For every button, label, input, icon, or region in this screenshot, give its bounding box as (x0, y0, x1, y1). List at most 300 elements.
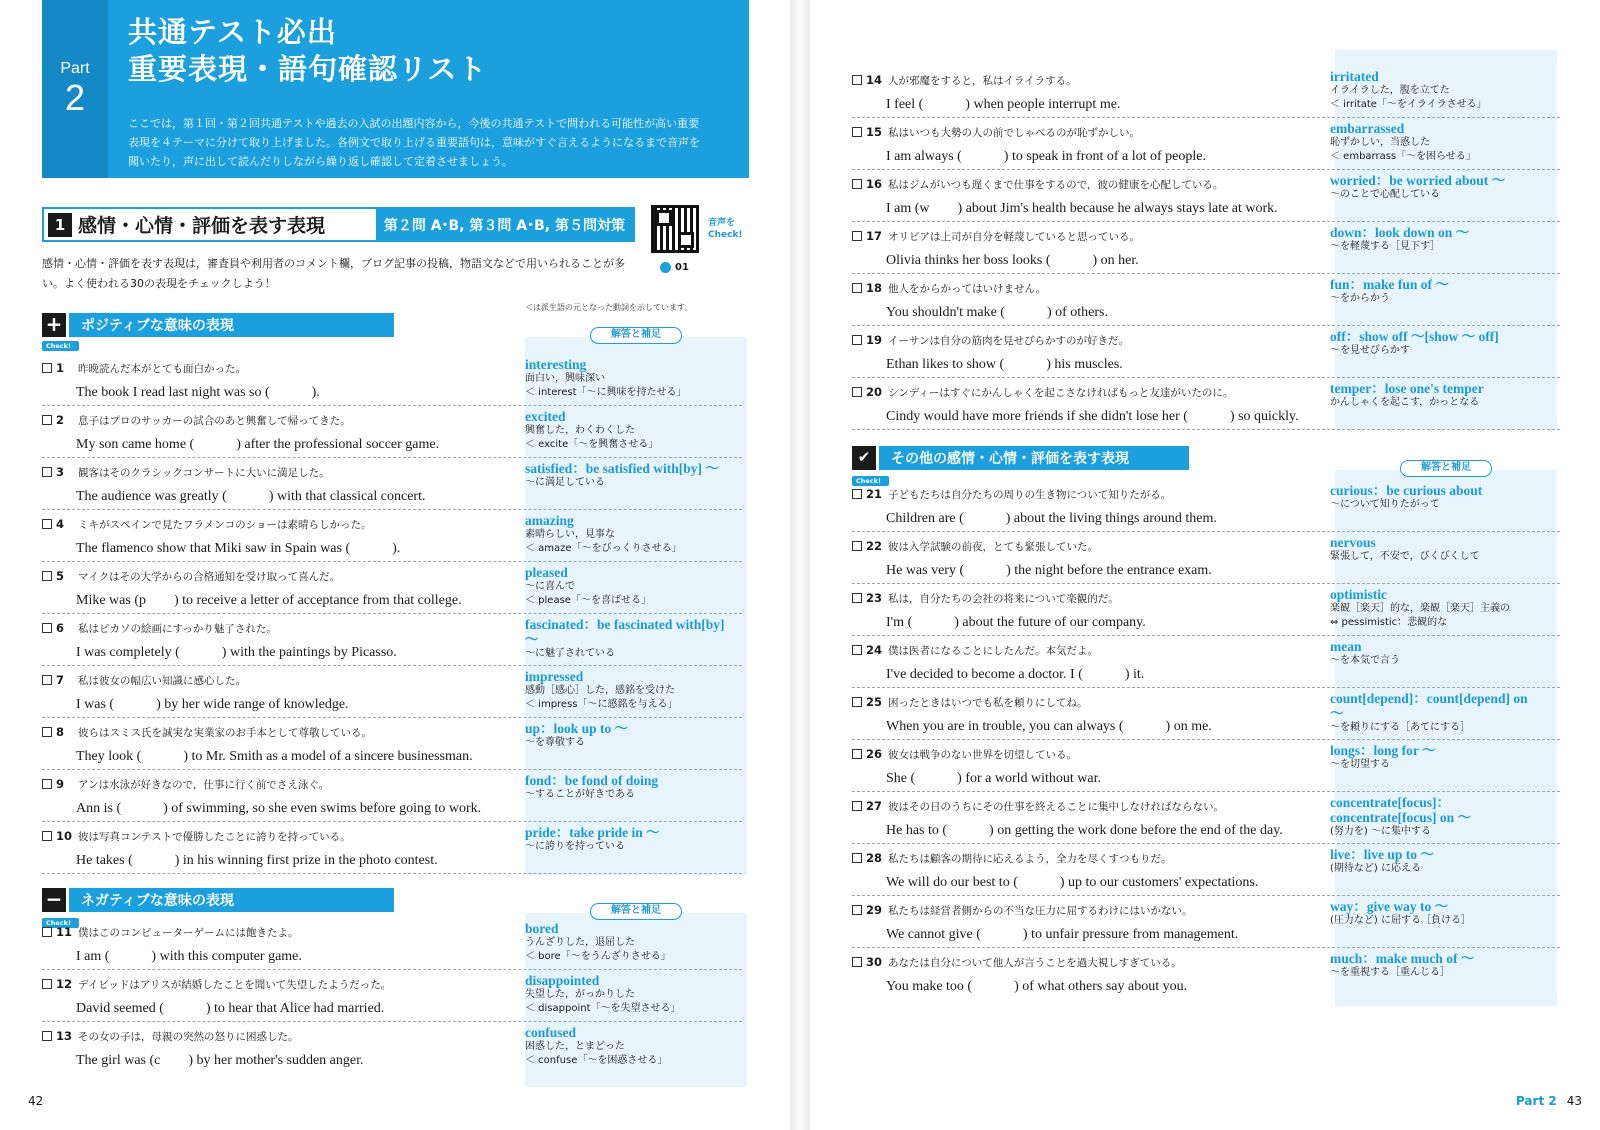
subheading-negative (42, 888, 394, 912)
part-title-line1: 共通テスト必出 (128, 15, 337, 49)
item-number: 14 (866, 73, 883, 87)
item-english: Mike was (p ) to receive a letter of acceptance from that college. (76, 593, 462, 608)
answer-word: pride：take pride in ～ (525, 825, 660, 840)
item-checkbox[interactable] (42, 623, 52, 633)
list-item (42, 770, 742, 822)
answer-meaning: 素晴らしい，見事な (525, 529, 615, 540)
answer-word: temper：lose one's temper (1330, 381, 1484, 396)
answer-word: concentrate[focus]：concentrate[focus] on ～ (1330, 795, 1471, 825)
subheading-positive (42, 313, 394, 337)
item-japanese (852, 73, 1077, 88)
list-item (42, 458, 742, 510)
answer-meaning: ～を重視する［重んじる］ (1330, 967, 1450, 978)
answer-meaning: 困惑した，とまどった (525, 1041, 625, 1052)
item-japanese (852, 487, 1171, 502)
item-japanese-text: 人が邪魔をすると，私はイライラする。 (888, 75, 1077, 87)
section-number: 1 (48, 213, 72, 237)
item-answer (525, 921, 735, 964)
item-number: 13 (56, 1029, 73, 1043)
item-japanese (42, 569, 340, 584)
item-checkbox[interactable] (852, 127, 862, 137)
item-answer (1330, 381, 1540, 410)
list-item (852, 222, 1560, 274)
item-number: 26 (866, 747, 883, 761)
item-japanese (42, 725, 372, 740)
answer-word: nervous (1330, 535, 1376, 550)
item-number: 24 (866, 643, 883, 657)
item-answer (1330, 535, 1540, 564)
answer-meaning: (圧力など) に屈する［負ける］ (1330, 915, 1471, 926)
answer-derivation: ＜ interest「～に興味を持たせる」 (525, 387, 687, 398)
answer-derivation: ⇔ pessimistic：悲観的な (1330, 617, 1448, 628)
item-japanese (42, 829, 351, 844)
item-number: 12 (56, 977, 73, 991)
item-number: 22 (866, 539, 883, 553)
answer-derivation: ＜ irritate「～をイライラさせる」 (1330, 99, 1487, 110)
item-checkbox[interactable] (852, 283, 862, 293)
item-japanese (42, 517, 371, 532)
item-japanese (852, 281, 1046, 296)
item-japanese (852, 903, 1193, 918)
answer-derivation: ＜ please「～を喜ばせる」 (525, 595, 651, 606)
answer-meaning: ～のことで心配している (1330, 189, 1440, 200)
item-english: Cindy would have more friends if she didn't lose her ( ) so quickly. (886, 409, 1299, 424)
check-tag: Check! (852, 476, 889, 486)
book-gutter (790, 0, 810, 1130)
part-number-block (42, 0, 108, 178)
item-number: 9 (56, 777, 65, 791)
item-japanese-text: シンディーはすぐにかんしゃくを起こさなければもっと友達がいたのに。 (888, 387, 1234, 399)
item-japanese-text: 彼らはスミス氏を誠実な実業家のお手本として尊敬している。 (78, 727, 372, 739)
answer-meaning: (努力を) ～に集中する (1330, 826, 1431, 837)
plus-icon: + (42, 313, 66, 337)
list-item (852, 688, 1560, 740)
page-number-left: 42 (28, 1094, 44, 1108)
item-japanese (852, 539, 1098, 554)
item-checkbox[interactable] (42, 467, 52, 477)
item-checkbox[interactable] (852, 697, 862, 707)
item-checkbox[interactable] (852, 335, 862, 345)
item-english: The girl was (c ) by her mother's sudden anger. (76, 1053, 364, 1068)
check-tag: Check! (42, 341, 79, 351)
item-checkbox[interactable] (42, 675, 52, 685)
item-japanese-text: 息子はプロのサッカーの試合のあと興奮して帰ってきた。 (78, 415, 351, 427)
answer-meaning: 面白い，興味深い (525, 373, 605, 384)
answer-derivation: ＜ bore「～をうんざりさせる」 (525, 951, 671, 962)
item-japanese-text: 彼はその日のうちにその仕事を終えることに集中しなければならない。 (888, 801, 1224, 813)
item-japanese-text: あなたは自分について他人が言うことを過大視しすぎている。 (888, 957, 1182, 969)
item-japanese-text: 僕はこのコンピューターゲームには飽きたよ。 (78, 927, 299, 939)
item-answer (1330, 225, 1540, 254)
item-checkbox[interactable] (42, 571, 52, 581)
answer-meaning: ～を頼りにする［あてにする］ (1330, 722, 1470, 733)
answer-word: confused (525, 1025, 577, 1040)
subheading-other-label: その他の感情・心情・評価を表す表現 (879, 446, 1189, 470)
list-item (852, 274, 1560, 326)
item-english: We will do our best to ( ) up to our customers' expectations. (886, 875, 1259, 890)
item-number: 30 (866, 955, 883, 969)
list-item (852, 326, 1560, 378)
item-japanese (852, 333, 1129, 348)
item-answer (525, 825, 735, 854)
page-footer-right (1516, 1094, 1582, 1108)
part-label: Part (60, 60, 90, 77)
item-checkbox[interactable] (42, 779, 52, 789)
audio-check-label: 音声をCheck! (708, 218, 743, 240)
subheading-negative-label: ネガティブな意味の表現 (69, 888, 394, 912)
answer-word: off：show off ～[show ～ off] (1330, 329, 1499, 344)
answer-word: satisfied：be satisfied with[by] ～ (525, 461, 719, 476)
list-item (42, 1022, 742, 1074)
answer-word: fun：make fun of ～ (1330, 277, 1449, 292)
item-answer (1330, 847, 1540, 876)
item-english: I am always ( ) to speak in front of a lot of people. (886, 149, 1206, 164)
item-number: 3 (56, 465, 65, 479)
item-checkbox[interactable] (852, 231, 862, 241)
item-number: 1 (56, 361, 65, 375)
item-japanese (852, 385, 1233, 400)
item-checkbox[interactable] (42, 727, 52, 737)
item-english: I was ( ) by her wide range of knowledge. (76, 697, 349, 712)
derivation-note: ＜は派生語の元となった動詞を示しています。 (525, 303, 693, 312)
list-item (42, 406, 742, 458)
list-item (42, 562, 742, 614)
answer-meaning: 興奮した，わくわくした (525, 425, 635, 436)
answer-meaning: ～に魅了されている (525, 648, 615, 659)
item-number: 17 (866, 229, 883, 243)
subheading-other (852, 446, 1189, 470)
answer-word: fond：be fond of doing (525, 773, 659, 788)
item-japanese-text: イーサンは自分の筋肉を見せびらかすのが好きだ。 (888, 335, 1129, 347)
item-answer (1330, 587, 1540, 630)
answer-word: worried：be worried about ～ (1330, 173, 1506, 188)
section-title: 感情・心情・評価を表す表現 (78, 215, 326, 237)
item-english: I've decided to become a doctor. I ( ) it. (886, 667, 1145, 682)
item-japanese-text: 私はいつも大勢の人の前でしゃべるのが恥ずかしい。 (888, 127, 1140, 139)
answer-meaning: ～を軽蔑する［見下す］ (1330, 241, 1440, 252)
list-item (42, 718, 742, 770)
answer-word: way：give way to ～ (1330, 899, 1449, 914)
list-item (42, 354, 742, 406)
item-checkbox[interactable] (852, 489, 862, 499)
item-english: The audience was greatly ( ) with that classical concert. (76, 489, 426, 504)
item-japanese (852, 229, 1140, 244)
item-english: When you are in trouble, you can always ( ) on me. (886, 719, 1212, 734)
item-japanese-text: 他人をからかってはいけません。 (888, 283, 1047, 295)
answer-meaning: ～について知りたがって (1330, 499, 1440, 510)
item-checkbox[interactable] (42, 415, 52, 425)
checkmark-icon: ✔ (852, 446, 876, 470)
item-english: Children are ( ) about the living things around them. (886, 511, 1217, 526)
answer-word: fascinated：be fascinated with[by] ～ (525, 617, 725, 647)
item-english: David seemed ( ) to hear that Alice had married. (76, 1001, 385, 1016)
answer-word: bored (525, 921, 559, 936)
item-checkbox[interactable] (852, 905, 862, 915)
item-japanese-text: オリビアは上司が自分を軽蔑していると思っている。 (888, 231, 1140, 243)
answer-meaning: 緊張して，不安で，びくびくして (1330, 551, 1480, 562)
item-checkbox[interactable] (852, 749, 862, 759)
item-answer (1330, 951, 1540, 980)
item-answer (525, 773, 735, 802)
answer-word: mean (1330, 639, 1362, 654)
item-japanese (42, 1029, 299, 1044)
answer-meaning: (期待など) に応える (1330, 863, 1421, 874)
subheading-positive-label: ポジティブな意味の表現 (69, 313, 394, 337)
item-answer (525, 721, 735, 750)
list-item (42, 970, 742, 1022)
item-japanese-text: 私は，自分たちの会社の将来について楽観的だ。 (888, 593, 1119, 605)
item-japanese-text: 私たちは経営者側からの不当な圧力に屈するわけにはいかない。 (888, 905, 1193, 917)
item-english: I am ( ) with this computer game. (76, 949, 302, 964)
item-number: 11 (56, 925, 73, 939)
item-answer (525, 669, 735, 712)
item-number: 5 (56, 569, 65, 583)
list-item (852, 378, 1560, 430)
answer-word: live：live up to ～ (1330, 847, 1434, 862)
item-number: 7 (56, 673, 65, 687)
item-number: 28 (866, 851, 883, 865)
answer-meaning: ～を見せびらかす (1330, 345, 1410, 356)
item-japanese-text: 僕は医者になることにしたんだ。本気だよ。 (888, 645, 1098, 657)
answer-meaning: 失望した，がっかりした (525, 989, 635, 1000)
list-item (852, 66, 1560, 118)
answer-meaning: ～することが好きである (525, 789, 635, 800)
track-number: 01 (675, 262, 689, 273)
list-item (852, 118, 1560, 170)
answer-derivation: ＜ impress「～に感銘を与える」 (525, 699, 678, 710)
item-checkbox[interactable] (852, 853, 862, 863)
item-english: Ann is ( ) of swimming, so she even swims before going to work. (76, 801, 482, 816)
answer-word: curious：be curious about (1330, 483, 1483, 498)
item-number: 4 (56, 517, 65, 531)
item-english: You shouldn't make ( ) of others. (886, 305, 1108, 320)
answer-meaning: うんざりした，退屈した (525, 937, 635, 948)
answer-meaning: 恥ずかしい，当惑した (1330, 137, 1430, 148)
item-answer (525, 461, 735, 490)
list-item (42, 510, 742, 562)
item-japanese (852, 695, 1088, 710)
item-japanese-text: 昨晩読んだ本がとても面白かった。 (78, 363, 246, 375)
item-answer (525, 357, 735, 400)
item-number: 19 (866, 333, 883, 347)
list-item (852, 480, 1560, 532)
answer-word: impressed (525, 669, 584, 684)
item-checkbox[interactable] (852, 593, 862, 603)
part-footer-label: Part 2 (1515, 1094, 1557, 1108)
item-japanese-text: マイクはその大学からの合格通知を受け取って喜んだ。 (78, 571, 341, 583)
list-item (42, 666, 742, 718)
audio-track (660, 262, 689, 273)
item-japanese (42, 777, 329, 792)
section-intro: 感情・心情・評価を表す表現は，審査員や利用者のコメント欄，ブログ記事の投稿，物語文などで用いられることが多い。よく使われる30の表現をチェックしよう！ (42, 257, 625, 290)
item-japanese-text: デイビッドはアリスが結婚したことを聞いて失望したようだった。 (78, 979, 392, 991)
item-number: 8 (56, 725, 65, 739)
list-item (852, 170, 1560, 222)
item-english: Olivia thinks her boss looks ( ) on her. (886, 253, 1139, 268)
item-number: 15 (866, 125, 883, 139)
item-answer (1330, 173, 1540, 202)
item-japanese (852, 591, 1119, 606)
item-english: He takes ( ) in his winning first prize in the photo contest. (76, 853, 438, 868)
item-answer (525, 973, 735, 1016)
item-number: 27 (866, 799, 883, 813)
answer-derivation: ＜ excite「～を興奮させる」 (525, 439, 659, 450)
item-answer (1330, 639, 1540, 668)
item-english: I am (w ) about Jim's health because he always stays late at work. (886, 201, 1278, 216)
item-number: 21 (866, 487, 883, 501)
item-japanese (42, 465, 330, 480)
answer-pill: 解答と補足 (590, 327, 682, 344)
item-english: She ( ) for a world without war. (886, 771, 1102, 786)
item-checkbox[interactable] (42, 1031, 52, 1041)
item-english: He has to ( ) on getting the work done before the end of the day. (886, 823, 1283, 838)
item-checkbox[interactable] (852, 801, 862, 811)
part-header (42, 0, 749, 178)
item-english: I feel ( ) when people interrupt me. (886, 97, 1121, 112)
part-intro: ここでは，第１回・第２回共通テストや過去の入試の出題内容から，今後の共通テストで問われる可能性が高い重要表現を４テーマに分けて取り上げました。各例文で取り上げる重要語句は，意味がすぐ言えるようになるまで音声を聞いたり，声に出して読んだりしながら繰り返し確認して定着させましょう。 (128, 117, 700, 168)
item-english: They look ( ) to Mr. Smith as a model of a sincere businessman. (76, 749, 473, 764)
item-japanese (852, 799, 1224, 814)
item-english: The flamenco show that Miki saw in Spain was ( ). (76, 541, 401, 556)
item-japanese-text: ミキがスペインで見たフラメンコのショーは素晴らしかった。 (78, 519, 372, 531)
item-japanese (42, 361, 246, 376)
list-item (852, 584, 1560, 636)
list-item (852, 636, 1560, 688)
answer-derivation: ＜ disappoint「～を失望させる」 (525, 1003, 681, 1014)
answer-meaning: 楽観［楽天］的な，楽観［楽天］主義の (1330, 603, 1510, 614)
item-answer (525, 617, 735, 661)
item-answer (1330, 483, 1540, 512)
list-item (852, 532, 1560, 584)
item-english: We cannot give ( ) to unfair pressure from management. (886, 927, 1239, 942)
item-japanese (42, 673, 246, 688)
answer-word: amazing (525, 513, 574, 528)
item-number: 18 (866, 281, 883, 295)
item-japanese-text: 私は彼女の幅広い知識に感心した。 (78, 675, 246, 687)
check-tag: Check! (42, 918, 79, 928)
item-japanese (852, 125, 1140, 140)
item-answer (525, 565, 735, 608)
answer-derivation: ＜ embarrass「～を困らせる」 (1330, 151, 1476, 162)
item-japanese-text: 私はピカソの絵画にすっかり魅了された。 (78, 623, 277, 635)
answer-pill: 解答と補足 (1400, 460, 1492, 477)
answer-meaning: ～を本気で言う (1330, 655, 1400, 666)
answer-meaning: イライラした，腹を立てた (1330, 85, 1450, 96)
item-japanese (42, 925, 299, 940)
item-checkbox[interactable] (42, 363, 52, 373)
list-item (42, 614, 742, 666)
answer-word: much：make much of ～ (1330, 951, 1475, 966)
item-checkbox[interactable] (852, 179, 862, 189)
answer-word: optimistic (1330, 587, 1387, 602)
item-checkbox[interactable] (42, 519, 52, 529)
answer-derivation: ＜ confuse「～を困惑させる」 (525, 1055, 668, 1066)
item-checkbox[interactable] (852, 387, 862, 397)
item-answer (1330, 277, 1540, 306)
item-answer (1330, 899, 1540, 928)
item-answer (1330, 69, 1540, 112)
qr-code-icon[interactable] (651, 205, 699, 253)
answer-word: count[depend]：count[depend] on ～ (1330, 691, 1528, 721)
list-item (852, 896, 1560, 948)
item-english: He was very ( ) the night before the entrance exam. (886, 563, 1212, 578)
item-japanese-text: 彼女は戦争のない世界を切望している。 (888, 749, 1077, 761)
page-number-right: 43 (1566, 1094, 1582, 1108)
item-japanese-text: その女の子は，母親の突然の怒りに困惑した。 (78, 1031, 299, 1043)
item-japanese (852, 643, 1098, 658)
list-item (852, 740, 1560, 792)
answer-meaning: ～に満足している (525, 477, 605, 488)
item-number: 6 (56, 621, 65, 635)
item-english: You make too ( ) of what others say about you. (886, 979, 1188, 994)
answer-word: interesting (525, 357, 587, 372)
section-heading (42, 207, 635, 242)
answer-meaning: ～に喜んで (525, 581, 575, 592)
item-answer (525, 409, 735, 452)
answer-meaning: ～を切望する (1330, 759, 1390, 770)
part-title (128, 14, 487, 88)
item-answer (1330, 329, 1540, 358)
item-english: Ethan likes to show ( ) his muscles. (886, 357, 1123, 372)
answer-word: disappointed (525, 973, 600, 988)
item-answer (1330, 121, 1540, 164)
item-japanese-text: 私たちは顧客の期待に応えるよう，全力を尽くすつもりだ。 (888, 853, 1172, 865)
answer-word: pleased (525, 565, 568, 580)
item-japanese-text: 彼は写真コンテストで優勝したことに誇りを持っている。 (78, 831, 351, 843)
answer-meaning: かんしゃくを起こす，かっとなる (1330, 397, 1480, 408)
part-title-line2: 重要表現・語句確認リスト (128, 52, 488, 86)
item-english: I was completely ( ) with the paintings by Picasso. (76, 645, 397, 660)
item-japanese (852, 851, 1172, 866)
answer-meaning: ～を尊敬する (525, 737, 585, 748)
item-checkbox[interactable] (852, 645, 862, 655)
item-number: 25 (866, 695, 883, 709)
item-japanese (42, 977, 391, 992)
item-japanese-text: 観客はそのクラシックコンサートに大いに満足した。 (78, 467, 330, 479)
item-japanese (852, 955, 1182, 970)
item-checkbox[interactable] (852, 541, 862, 551)
item-checkbox[interactable] (42, 927, 52, 937)
answer-word: embarrassed (1330, 121, 1405, 136)
item-checkbox[interactable] (42, 979, 52, 989)
item-japanese (42, 413, 351, 428)
item-checkbox[interactable] (42, 831, 52, 841)
answer-word: excited (525, 409, 566, 424)
item-number: 2 (56, 413, 65, 427)
section-tag: 第２問 A･B, 第３問 A･B, 第５問対策 (376, 207, 633, 242)
item-english: I'm ( ) about the future of our company. (886, 615, 1146, 630)
item-japanese-text: 子どもたちは自分たちの周りの生き物について知りたがる。 (888, 489, 1172, 501)
answer-pill: 解答と補足 (590, 903, 682, 920)
item-checkbox[interactable] (852, 75, 862, 85)
list-item (42, 918, 742, 970)
item-number: 23 (866, 591, 883, 605)
minus-icon: − (42, 888, 66, 912)
answer-derivation: ＜ amaze「～をびっくりさせる」 (525, 543, 682, 554)
item-answer (1330, 743, 1540, 772)
list-item (42, 822, 742, 874)
item-japanese (852, 747, 1077, 762)
item-japanese (42, 621, 277, 636)
item-number: 10 (56, 829, 73, 843)
item-answer (525, 513, 735, 556)
item-japanese (852, 177, 1223, 192)
item-japanese-text: 私はジムがいつも遅くまで仕事をするので，彼の健康を心配している。 (888, 179, 1224, 191)
answer-word: irritated (1330, 69, 1379, 84)
item-answer (1330, 795, 1540, 839)
item-number: 29 (866, 903, 883, 917)
item-checkbox[interactable] (852, 957, 862, 967)
